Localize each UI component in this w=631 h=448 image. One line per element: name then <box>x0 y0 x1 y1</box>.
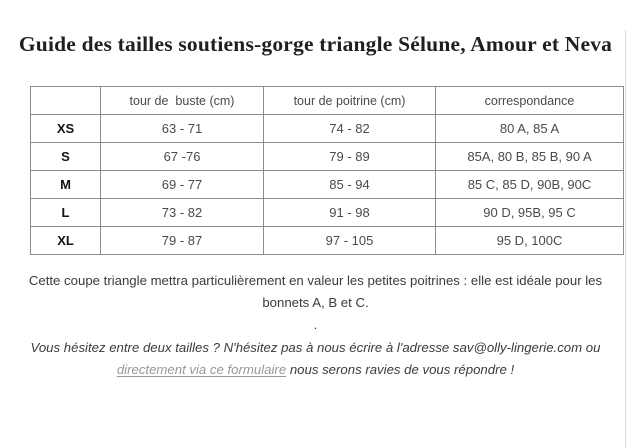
contact-text-prefix: Vous hésitez entre deux tailles ? N'hésitez pas à nous écrire à l'adresse sav@olly-lingerie.com ou <box>30 340 601 355</box>
buste-cell: 79 - 87 <box>101 227 264 255</box>
table-row <box>31 199 624 227</box>
contact-text-suffix: nous serons ravies de vous répondre ! <box>286 362 515 377</box>
column-header-size <box>31 87 101 115</box>
buste-cell: 73 - 82 <box>101 199 264 227</box>
poitrine-cell: 74 - 82 <box>264 115 436 143</box>
correspondance-cell: 85A, 80 B, 85 B, 90 A <box>436 143 624 171</box>
poitrine-cell: 91 - 98 <box>264 199 436 227</box>
poitrine-cell: 97 - 105 <box>264 227 436 255</box>
column-header-poitrine: tour de poitrine (cm) <box>264 87 436 115</box>
table-row <box>31 115 624 143</box>
table-row <box>31 171 624 199</box>
column-header-correspondance: correspondance <box>436 87 624 115</box>
contact-note <box>14 337 618 381</box>
buste-cell: 69 - 77 <box>101 171 264 199</box>
table-row <box>31 143 624 171</box>
size-cell: XS <box>31 115 101 143</box>
correspondance-cell: 80 A, 85 A <box>436 115 624 143</box>
fit-note: Cette coupe triangle mettra particulièrement en valeur les petites poitrines : elle est idéale pour les bonnets A, B et C. <box>28 273 603 310</box>
size-cell: S <box>31 143 101 171</box>
size-cell: L <box>31 199 101 227</box>
correspondance-cell: 95 D, 100C <box>436 227 624 255</box>
content-right-border <box>625 30 626 448</box>
size-cell: M <box>31 171 101 199</box>
buste-cell: 63 - 71 <box>101 115 264 143</box>
size-cell: XL <box>31 227 101 255</box>
page-title: Guide des tailles soutiens-gorge triangle Sélune, Amour et Neva <box>18 32 613 56</box>
header-row <box>31 87 624 115</box>
correspondance-cell: 90 D, 95B, 95 C <box>436 199 624 227</box>
correspondance-cell: 85 C, 85 D, 90B, 90C <box>436 171 624 199</box>
size-guide-table <box>30 86 624 255</box>
form-link[interactable]: directement via ce formulaire <box>116 362 287 377</box>
poitrine-cell: 85 - 94 <box>264 171 436 199</box>
separator-dot: . <box>313 317 318 332</box>
poitrine-cell: 79 - 89 <box>264 143 436 171</box>
column-header-buste: tour de buste (cm) <box>101 87 264 115</box>
buste-cell: 67 -76 <box>101 143 264 171</box>
table-row <box>31 227 624 255</box>
